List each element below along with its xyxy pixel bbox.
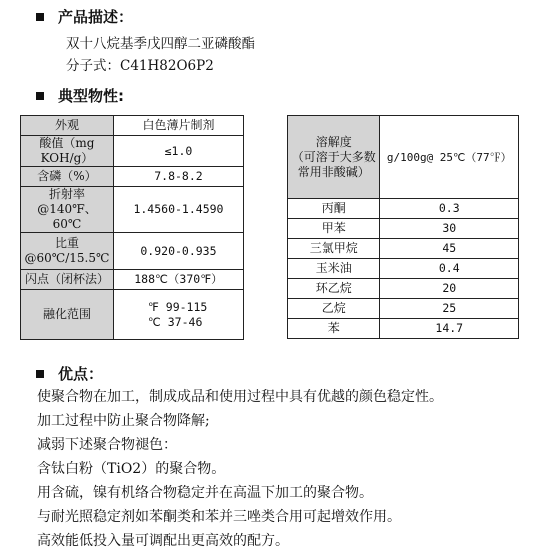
solvent-name: 环乙烷 — [288, 279, 380, 299]
property-label: 融化范围 — [21, 290, 114, 340]
property-value: ℉ 99-115 ℃ 37-46 — [113, 290, 243, 340]
solubility-value: 45 — [380, 239, 519, 259]
solubility-value: 20 — [380, 279, 519, 299]
properties-heading — [36, 85, 124, 106]
table-row — [21, 290, 244, 340]
table-row — [21, 187, 244, 233]
property-value: 7.8-8.2 — [113, 167, 243, 187]
property-label: 外观 — [21, 116, 114, 136]
property-value: 188℃（370℉） — [113, 270, 243, 290]
table-row — [288, 279, 519, 299]
property-label: 含磷（%） — [21, 167, 114, 187]
product-name: 双十八烷基季戊四醇二亚磷酸酯 — [66, 36, 255, 52]
property-label: 比重 @60℃/15.5℃ — [21, 233, 114, 270]
table-row — [288, 239, 519, 259]
advantage-item: 高效能低投入量可调配出更高效的配方。 — [37, 533, 289, 549]
properties-table — [20, 115, 244, 340]
solubility-value: 0.3 — [380, 199, 519, 219]
table-row — [21, 116, 244, 136]
table-row — [21, 167, 244, 187]
property-value: ≤1.0 — [113, 136, 243, 167]
solubility-value: 25 — [380, 299, 519, 319]
property-label: 闪点（闭杯法） — [21, 270, 114, 290]
property-value: 白色薄片制剂 — [113, 116, 243, 136]
advantages-heading — [36, 363, 103, 384]
solubility-value: 14.7 — [380, 319, 519, 339]
table-row — [288, 219, 519, 239]
property-value: 0.920-0.935 — [113, 233, 243, 270]
square-bullet-icon — [36, 92, 44, 100]
advantage-item: 用含硫，镍有机络合物稳定并在高温下加工的聚合物。 — [37, 485, 373, 501]
table-row — [288, 199, 519, 219]
solubility-unit: g/100g@ 25℃（77℉） — [380, 116, 519, 199]
table-row — [288, 259, 519, 279]
square-bullet-icon — [36, 370, 44, 378]
table-row — [288, 116, 519, 199]
table-row — [288, 299, 519, 319]
table-row — [21, 270, 244, 290]
properties-heading-text: 典型物性: — [58, 87, 124, 105]
solvent-name: 乙烷 — [288, 299, 380, 319]
solvent-name: 三氯甲烷 — [288, 239, 380, 259]
table-row — [21, 136, 244, 167]
table-row — [288, 319, 519, 339]
product-heading-text: 产品描述： — [58, 8, 134, 26]
advantage-item: 减弱下述聚合物褪色： — [37, 437, 177, 453]
advantage-item: 加工过程中防止聚合物降解; — [37, 413, 210, 429]
advantage-item: 使聚合物在加工，制成成品和使用过程中具有优越的颜色稳定性。 — [37, 389, 443, 405]
solubility-label: 溶解度 （可溶于大多数常用非酸碱） — [288, 116, 380, 199]
property-label: 折射率 @140℉、60℃ — [21, 187, 114, 233]
property-label: 酸值（mg KOH/g） — [21, 136, 114, 167]
square-bullet-icon — [36, 13, 44, 21]
solvent-name: 丙酮 — [288, 199, 380, 219]
solvent-name: 玉米油 — [288, 259, 380, 279]
solubility-value: 0.4 — [380, 259, 519, 279]
solvent-name: 甲苯 — [288, 219, 380, 239]
advantage-item: 与耐光照稳定剂如苯酮类和苯并三唑类合用可起增效作用。 — [37, 509, 401, 525]
product-heading — [36, 6, 133, 27]
molecular-formula: 分子式：C41H82O6P2 — [66, 58, 214, 74]
solubility-table — [287, 115, 519, 339]
property-value: 1.4560-1.4590 — [113, 187, 243, 233]
table-row — [21, 233, 244, 270]
advantages-heading-text: 优点： — [58, 365, 104, 383]
solubility-value: 30 — [380, 219, 519, 239]
solvent-name: 苯 — [288, 319, 380, 339]
advantage-item: 含钛白粉（TiO2）的聚合物。 — [37, 461, 226, 477]
